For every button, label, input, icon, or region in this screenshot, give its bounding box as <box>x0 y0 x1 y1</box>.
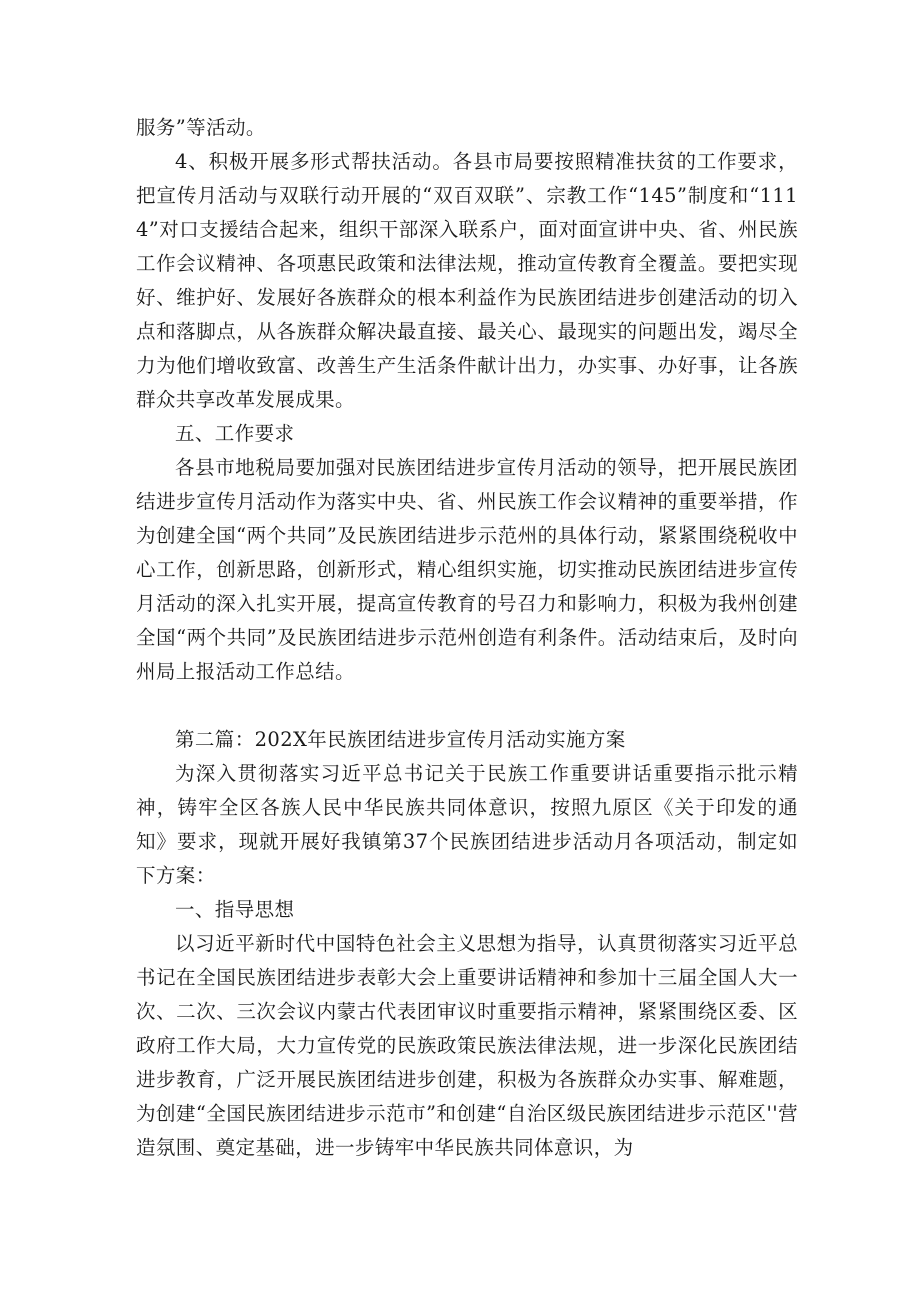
paragraph-item-4: 4、积极开展多形式帮扶活动。各县市局要按照精准扶贫的工作要求，把宣传月活动与双联行动开展的“双百双联”、宗教工作“145”制度和“1114”对口支援结合起来，组织干部深入联系户，面对面宣讲中央、省、州民族工作会议精神、各项惠民政策和法律法规，推动宣传教育全覆盖。要把实现好、维护好、发展好各族群众的根本利益作为民族团结进步创建活动的切入点和落脚点，从各族群众解决最直接、最关心、最现实的问题出发，竭尽全力为他们增收致富、改善生产生活条件献计出力，办实事、办好事，让各族群众共享改革发展成果。 <box>136 150 798 411</box>
paragraph-guiding-ideology: 以习近平新时代中国特色社会主义思想为指导，认真贯彻落实习近平总书记在全国民族团结进步表彰大会上重要讲话精神和参加十三届全国人大一次、二次、三次会议内蒙古代表团审议时重要指示精神，紧紧围绕区委、区政府工作大局，大力宣传党的民族政策民族法律法规，进一步深化民族团结进步教育，广泛开展民族团结进步创建，积极为各族群众办实事、解难题，为创建“全国民族团结进步示范市”和创建“自治区级民族团结进步示范区''营造氛围、奠定基础，进一步铸牢中华民族共同体意识，为 <box>136 932 798 1159</box>
paragraph-work-requirements: 各县市地税局要加强对民族团结进步宣传月活动的领导，把开展民族团结进步宣传月活动作为落实中央、省、州民族工作会议精神的重要举措，作为创建全国“两个共同”及民族团结进步示范州的具体行动，紧紧围绕税收中心工作，创新思路，创新形式，精心组织实施，切实推动民族团结进步宣传月活动的深入扎实开展，提高宣传教育的号召力和影响力，积极为我州创建全国“两个共同”及民族团结进步示范州创造有利条件。活动结束后，及时向州局上报活动工作总结。 <box>136 456 798 683</box>
section-heading-guiding-ideology: 一、指导思想 <box>175 898 295 921</box>
chapter-title-second: 第二篇：202X年民族团结进步宣传月活动实施方案 <box>175 728 626 751</box>
paragraph-intro: 为深入贯彻落实习近平总书记关于民族工作重要讲话重要指示批示精神，铸牢全区各族人民中华民族共同体意识，按照九原区《关于印发的通知》要求，现就开展好我镇第37个民族团结进步活动月各项活动，制定如下方案： <box>136 762 798 887</box>
section-heading-work-requirements: 五、工作要求 <box>175 422 295 445</box>
paragraph-continuation: 服务”等活动。 <box>136 116 266 139</box>
document-body <box>136 111 798 1165</box>
paragraph-spacer <box>136 689 798 723</box>
